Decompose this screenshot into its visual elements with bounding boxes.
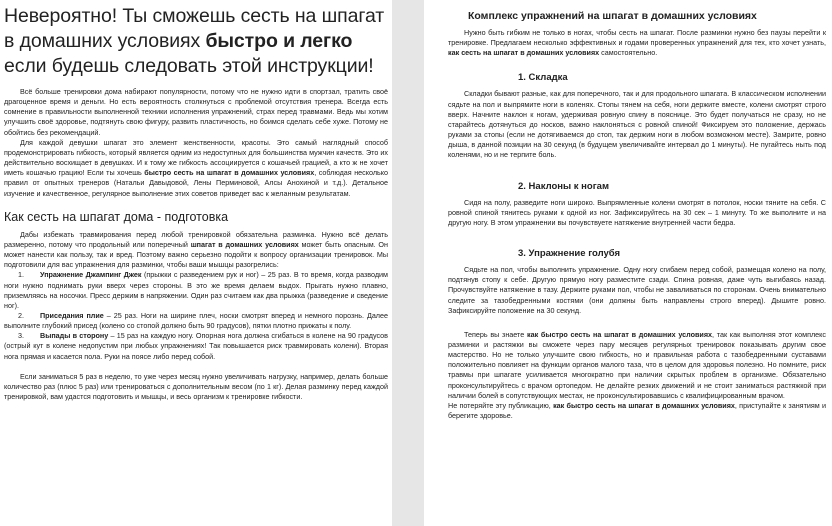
list-item-title: Приседания плие [40,310,104,320]
list-item-text: – 25 раз. Ноги на ширине плеч, носки смотрят вперед и немного порознь. Далее выполните глубокий присед (колено со стопой должно быть 90 градусов), пятки плотно прижаты к полу. [4,310,389,331]
final-paragraph-1 [448,330,826,401]
section-heading: Как сесть на шпагат дома - подготовка [4,209,229,224]
list-item-number: 1. [18,270,24,280]
list-item [4,311,388,331]
intro-paragraph-1: Всё больше тренировки дома набирают популярности, потому что не нужно идти в спортзал, тратить своё драгоценное время и деньги. Но есть вероятность столкнуться с проблемой отсутствия тренера. Всегда есть сомнение в правильности выполненной техники исполнения упражнений, страх перед травмами. Ведь мы хотим улучшить своё здоровье, подтянуть свою фигуру, развить пластичность, но боимся сделать себе хуже. Потому не обойтись без рекомендаций. [4,87,388,137]
final-p2-text-2: , приступайте к занятиям и берегите здоровье. [448,400,826,421]
prep-text-1: Дабы избежать травмирования перед любой тренировкой обязательна разминка. Нужно всё делать размеренно, потому что продольный или поперечный [4,229,388,249]
intro-p2-bold: быстро сесть на шпагат в домашних условиях [144,168,315,178]
exercise-3-heading: 3. Упражнение голубя [518,248,621,260]
left-page [0,0,392,526]
final-p2-text-1: Не потеряйте эту публикацию, [448,400,554,410]
list-item [4,331,388,361]
title-bold: быстро и легко [205,30,353,52]
exercise-2-text: Сидя на полу, разведите ноги широко. Выпрямленные колени смотрят в потолок, носки тяните на себя. С ровной спиной тянитесь руками к одной из ног. Зафиксируйтесь на 30 сек – 1 минуту. То же выполните и на другую ногу. В этом упражнении вы почувствуете натяжение внутренней части бедра. [448,197,826,227]
right-page [424,0,832,526]
exercise-1-heading: 1. Складка [518,72,568,84]
list-item [4,270,388,311]
spacer [4,362,388,372]
list-item-title: Упражнение Джампинг Джек [40,270,142,280]
final-p1-text-1: Теперь вы знаете [464,329,527,339]
intro-p2-text-1: Для каждой девушки шпагат это элемент женственности, красоты. Это самый наглядный способ продемонстрировать гибкость, который является одним из недоступных для большинства мужчин качеств. Это их действительно восхищает в девушках. И к тому же гибкость ассоциируется с кошачьей грацией, а кто ж не хочет иметь кошачью грацию! Если ты хочешь [4,137,388,178]
spacer [448,316,826,330]
prep-text-2: может быть опасным. Он может нанести как пользу, так и вред. Поэтому важно серьезно подойти к вопросу организации тренировок. Мы подготовили для вас упражнения для разминки, чтобы ваши мышцы разогрелись: [4,239,388,270]
prep-paragraph [4,230,388,271]
list-item-text: – 15 раз на каждую ногу. Опорная нога должна сгибаться в колене на 90 градусов (острый кут в колене недопустим при любых упражнениях! Так повышается риск травмировать колени). Вторая нога прямая и касается пола. Руки на поясе либо перед собой. [4,331,388,361]
right-intro-text-1: Нужно быть гибким не только в ногах, чтобы сесть на шпагат. После разминки нужно без паузы перейти к тренировке. Предлагаем несколько эффективных и годами проверенных упражнений для тех, кто хочет узнать, [448,28,826,48]
page-title [4,4,388,79]
right-intro-paragraph [448,28,826,58]
closing-paragraph: Если заниматься 5 раз в неделю, то уже через месяц нужно увеличивать нагрузку, например, делать больше количество раз (плюс 5 раз) или тренироваться с дополнительным весом (по 1 кг). Делая разминку перед каждой тренировкой, вам удастся подготовить и мышцы, и весь организм к тренировке гибкости. [4,371,388,402]
title-text-2: если будешь следовать этой инструкции! [4,55,374,77]
right-page-title: Комплекс упражнений на шпагат в домашних условиях [468,10,757,22]
exercise-1-text: Складки бывают разные, как для поперечного, так и для продольного шпагата. В классическом исполнении сядьте на пол и выпрямите ноги в коленях. Стопы тянем на себя, ноги держите вместе, колени смотрят строго вверх. Начните наклон к ногам, удерживая ровную спину в пояснице. Это будет получаться не сразу, но не старайтесь дотянуться до носков, важно наклоняться с ровной спиной! Фиксируем это положение, держась руками за стопы (если не дотягиваемся до стоп, так держим ноги в любом возможном месте). Замрите, ровно дыша, в данной позиции на 30 секунд (в будущем увеличивайте интервал до 1 минуты). Не пугайтесь ныть под коленями, но и не терпите боль. [448,89,826,160]
intro-paragraph-2 [4,138,388,199]
intro-p2-text-2: , соблюдая несколько правил от опытных тренеров (Натальи Давыдовой, Лены Перминовой, Алсы Анохиной и т.д.). Детальное изучение и качественное, регулярное выполнение этих советов приведет вас к желанным результатам. [4,168,388,198]
prep-bold: шпагат в домашних условиях [190,239,299,249]
list-item-title: Выпады в сторону [40,331,109,341]
title-text-1: Невероятно! Ты сможешь сесть на шпагат в домашних условиях [4,5,385,52]
right-intro-text-2: самостоятельно. [599,48,658,58]
right-intro-bold: как сесть на шпагат в домашних условиях [448,48,600,58]
final-paragraph-2 [448,401,826,421]
exercise-2-heading: 2. Наклоны к ногам [518,180,609,192]
list-item-text: (прыжки с разведением рук и ног) – 25 раз. В то время, когда разводим ноги нужно поднимать руки вверх через стороны. В это же время делаем выдох. Прыгать нужно плавно, приземляясь на носочки. Пресс держим в напряжении. Один раз считаем как два прыжка (разведение и сведение ног). [4,270,389,310]
final-p1-text-2: , так как выполняя этот комплекс разминки и растяжки вы сможете через пару месяцев регулярных тренировок показывать другим свое мастерство. Но не только улучшите свою гибкость, но и правильная работа с тазобедренными суставами положительно повлияет на функции органов малого таза, что в целом для здоровья полезно. Но помните, риск травмы при шпагате усиливается многократно при наличии скрытых проблем в организме. Обязательно проконсультируйтесь с врачом ортопедом. Не делайте резких движений и не стоит заниматься растяжкой при наличии болей в сопутствующих местах, не проконсультировавшись с квалифицированным врачом. [448,329,826,400]
exercise-3-text: Сядьте на пол, чтобы выполнить упражнение. Одну ногу сгибаем перед собой, размещая колено на полу, подтянув стопу к себе. Другую прямую ногу разместите сзади. Спина ровная, даже чуть выгибаясь назад. Прочувствуйте натяжение в тазу. Держите руками пол, чтобы не заваливаться по сторонам. Очень внимательно следите за тазобедренными костями (они должны быть направлены строго вперед). Дышите ровно. Зафиксируйте положение на 30 секунд. [448,265,826,315]
final-p1-bold: как быстро сесть на шпагат в домашних условиях [526,329,713,339]
list-item-number: 3. [18,331,24,341]
list-item-number: 2. [18,310,24,320]
final-p2-bold: как быстро сесть на шпагат в домашних условиях [553,400,735,410]
